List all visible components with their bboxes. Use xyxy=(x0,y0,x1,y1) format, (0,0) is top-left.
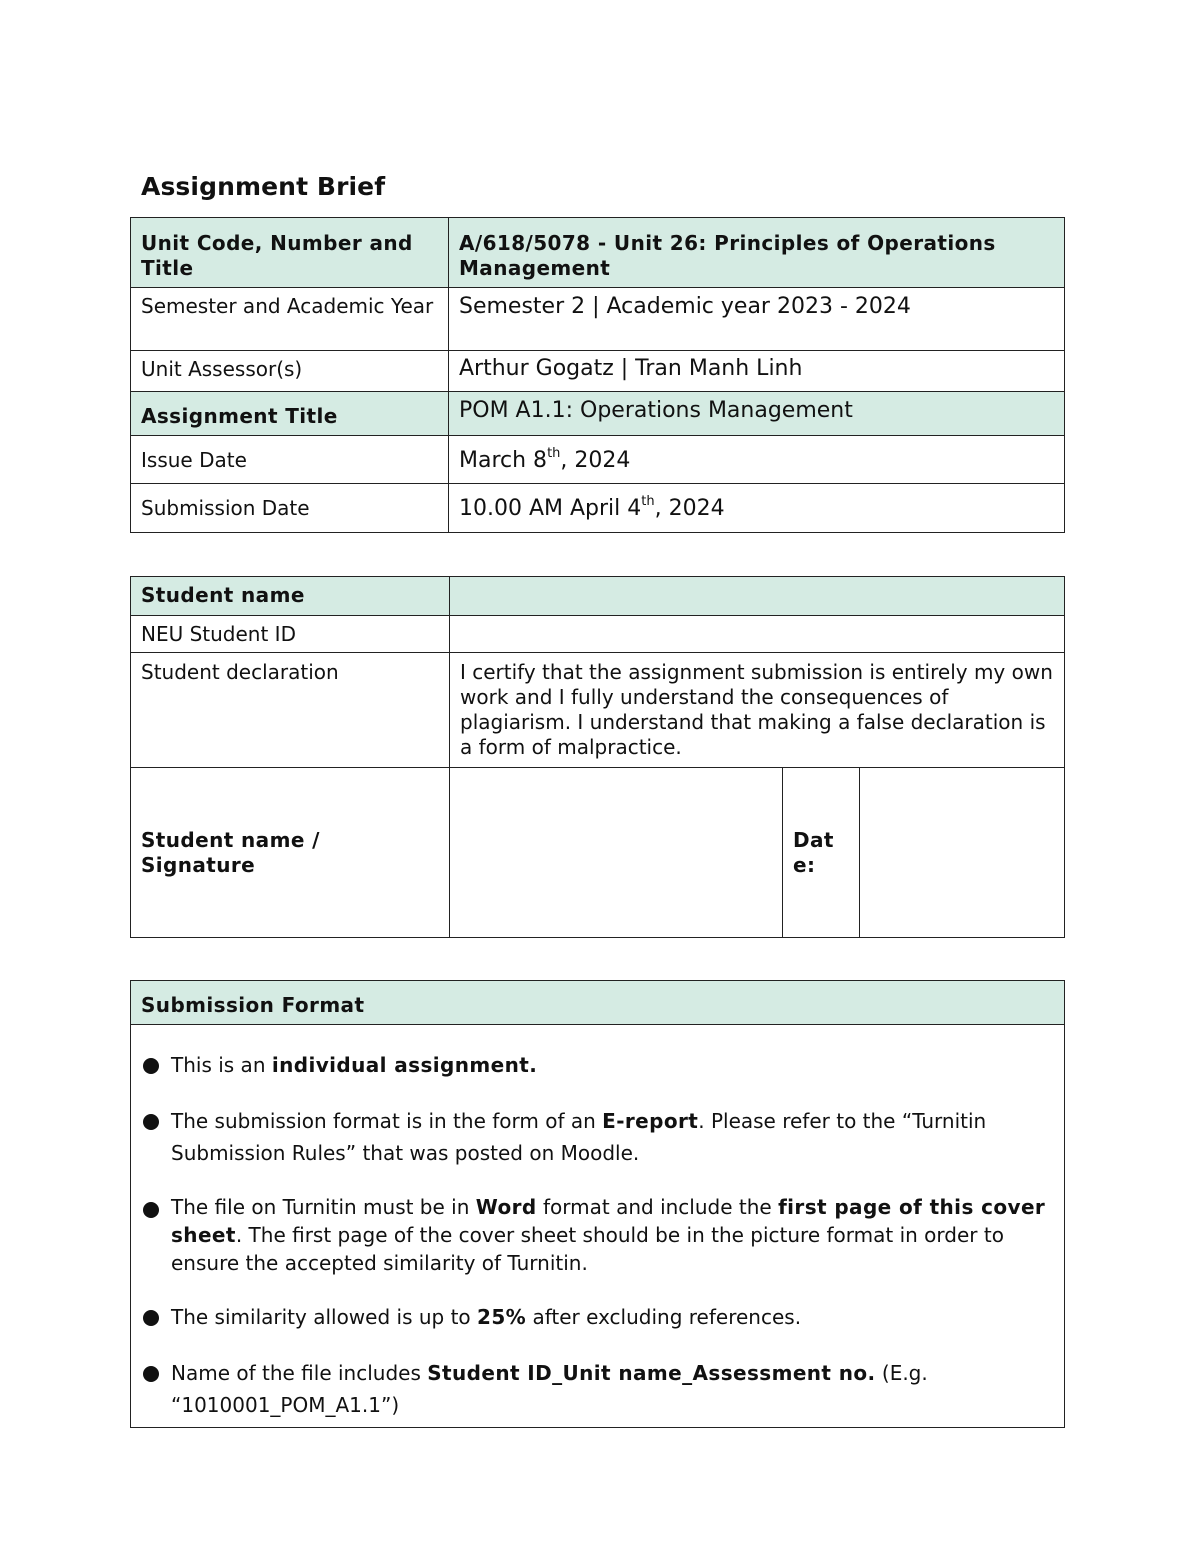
student-name-label: Student name xyxy=(141,583,305,607)
signature-label: Student name / Signature xyxy=(141,827,320,877)
bullet-icon xyxy=(143,1058,159,1074)
row-signature xyxy=(131,768,1065,938)
submission-format-body xyxy=(131,1025,1065,1428)
list-item: The file on Turnitin must be in Word format and include the first page of this cover sheet. The first page of the cover sheet should be in the picture format in order to ensure the accepted similarity of Turnitin. xyxy=(141,1193,1054,1277)
list-item: The submission format is in the form of an E-report. Please refer to the “Turnitin Submission Rules” that was posted on Moodle. xyxy=(141,1105,1054,1169)
row-assessors xyxy=(131,351,1065,392)
semester-label: Semester and Academic Year xyxy=(141,294,434,318)
student-id-label: NEU Student ID xyxy=(141,622,296,646)
issue-date-label: Issue Date xyxy=(141,448,247,472)
assignment-details-table xyxy=(130,217,1065,533)
list-item: This is an individual assignment. xyxy=(141,1049,1054,1081)
date-label: Dat e: xyxy=(793,827,834,877)
bullet-icon xyxy=(143,1114,159,1130)
row-student-name xyxy=(131,577,1065,616)
declaration-text: I certify that the assignment submission is entirely my own work and I fully understand the consequences of plagiarism. I understand that making a false declaration is a form of malpractice. xyxy=(460,660,1053,759)
student-info-table xyxy=(130,576,1065,938)
unit-code-label: Unit Code, Number and Title xyxy=(141,231,413,280)
row-assignment-title xyxy=(131,392,1065,436)
semester-value: Semester 2 | Academic year 2023 - 2024 xyxy=(459,294,911,319)
list-item: Name of the file includes Student ID_Unit name_Assessment no. (E.g. “1010001_POM_A1.1”) xyxy=(141,1357,1054,1421)
bullet-icon xyxy=(143,1202,159,1218)
row-declaration xyxy=(131,653,1065,768)
row-semester xyxy=(131,288,1065,351)
assessors-value: Arthur Gogatz | Tran Manh Linh xyxy=(459,356,803,381)
assignment-title-value: POM A1.1: Operations Management xyxy=(459,398,853,423)
submission-date-label: Submission Date xyxy=(141,496,310,520)
date-field[interactable] xyxy=(860,768,1065,938)
student-name-field[interactable] xyxy=(450,577,1065,616)
student-id-field[interactable] xyxy=(450,616,1065,653)
row-submission-date xyxy=(131,484,1065,533)
submission-format-heading: Submission Format xyxy=(141,993,365,1017)
submission-rules-list xyxy=(141,1025,1054,1427)
submission-format-table xyxy=(130,980,1065,1428)
issue-date-value: March 8th, 2024 xyxy=(459,445,631,473)
assessors-label: Unit Assessor(s) xyxy=(141,357,303,381)
list-item: The similarity allowed is up to 25% after excluding references. xyxy=(141,1301,1054,1333)
unit-code-value: A/618/5078 - Unit 26: Principles of Operations Management xyxy=(459,231,996,280)
page-title: Assignment Brief xyxy=(141,172,386,201)
declaration-label: Student declaration xyxy=(141,660,339,684)
signature-field[interactable] xyxy=(450,768,783,938)
assignment-title-label: Assignment Title xyxy=(141,404,338,428)
bullet-icon xyxy=(143,1366,159,1382)
submission-format-header-row xyxy=(131,981,1065,1025)
row-unit-code xyxy=(131,218,1065,288)
submission-date-value: 10.00 AM April 4th, 2024 xyxy=(459,493,725,521)
row-issue-date xyxy=(131,436,1065,484)
bullet-icon xyxy=(143,1310,159,1326)
row-student-id xyxy=(131,616,1065,653)
